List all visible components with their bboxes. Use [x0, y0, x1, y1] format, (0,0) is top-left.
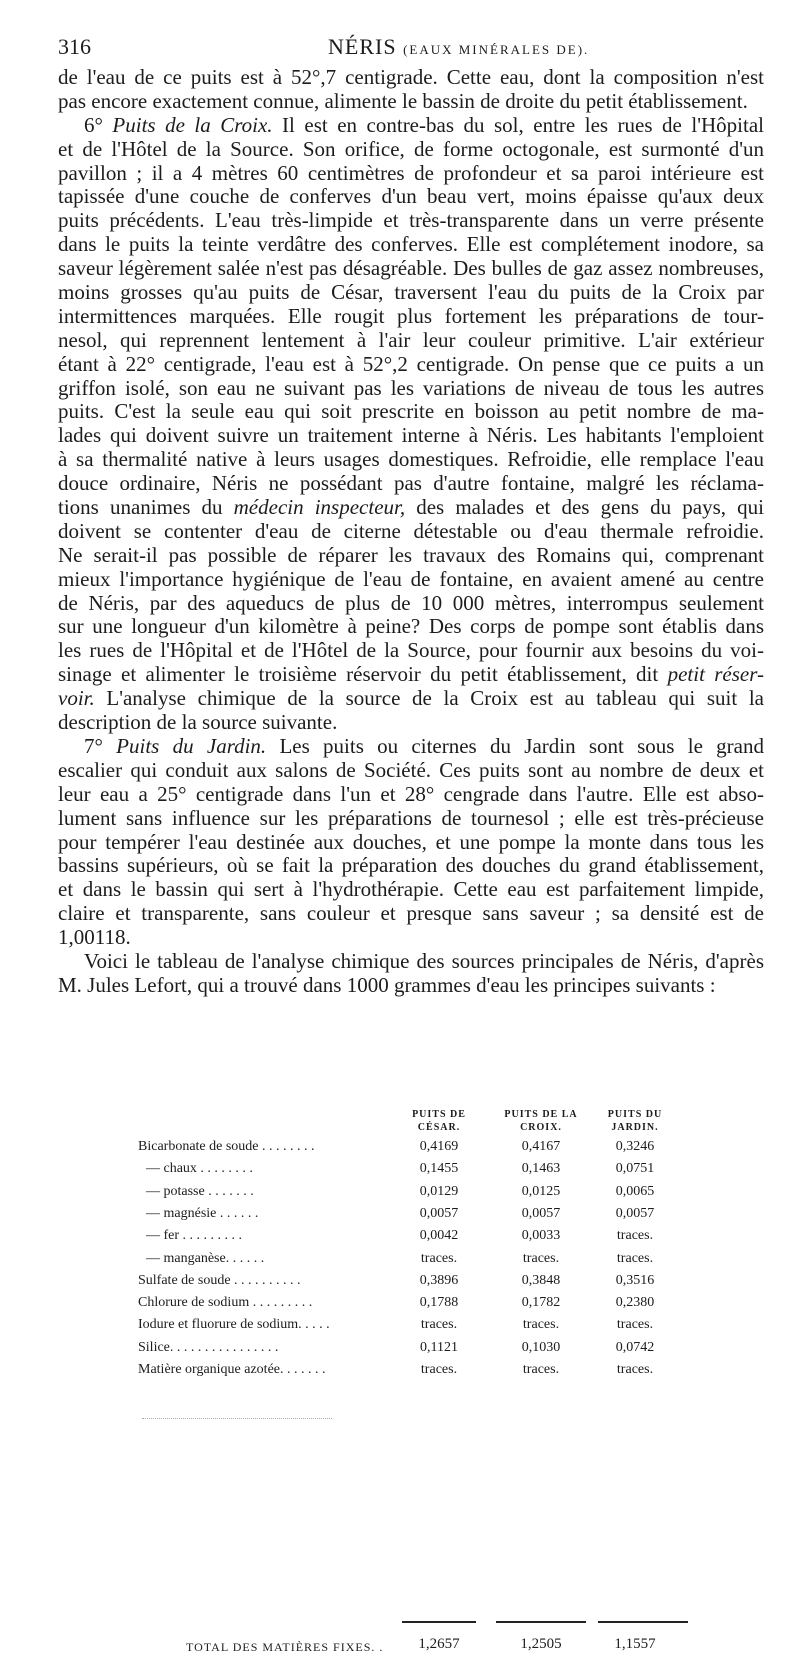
cell-value: 0,0057 [419, 1205, 459, 1221]
row-label: Iodure et fluorure de sodium. . . . . [138, 1317, 330, 1333]
italic-phrase: médecin inspecteur, [233, 496, 406, 520]
cell-value: 0,1782 [521, 1295, 561, 1311]
total-rule-croix [496, 1621, 586, 1623]
page-number: 316 [58, 34, 91, 59]
column-header-cesar: PUITS DE CÉSAR. [412, 1109, 466, 1133]
text-line: et dans le bassin qui sert à l'hydrothérapie. Cette eau est parfaitement limpide, [58, 878, 764, 902]
text-line: 1,00118. [58, 926, 131, 950]
running-header [58, 34, 762, 64]
table-row [138, 1250, 698, 1267]
row-label: Bicarbonate de soude . . . . . . . . [138, 1139, 315, 1154]
running-title [328, 34, 589, 60]
text-line: tapissée d'une couche de conferves d'un beau vert, moins épaisse qu'aux deux [58, 185, 764, 209]
total-rule-cesar [402, 1621, 476, 1623]
running-title-main: NÉRIS [328, 34, 397, 59]
text-line: de l'eau de ce puits est à 52°,7 centigrade. Cette eau, dont la composition n'est [58, 66, 764, 89]
table-row [138, 1361, 698, 1378]
text-line: lument sans influence sur les préparations de tournesol ; elle est très-précieuse [58, 806, 764, 830]
table-row [138, 1227, 698, 1244]
cell-value: 0,2380 [615, 1295, 655, 1311]
row-label: — chaux . . . . . . . . [146, 1161, 253, 1177]
text-line: à sa thermalité native à leurs usages domestiques. Refroidie, elle remplace l'eau [58, 448, 764, 472]
italic-phrase: petit réser- [667, 663, 764, 687]
text-line: escalier qui conduit aux salons de Société. Ces puits sont au nombre de deux et [58, 758, 764, 782]
footer-rule [142, 1418, 332, 1419]
table-row [138, 1294, 698, 1311]
text-line: puits. C'est la seule eau qui soit prescrite en boisson au petit nombre de ma- [58, 400, 764, 424]
text-line: tions unanimes du médecin inspecteur, des malades et des gens du pays, qui [58, 496, 764, 520]
text-line: Voici le tableau de l'analyse chimique des sources principales de Néris, d'après [84, 949, 764, 973]
cell-value: traces. [616, 1250, 654, 1266]
text-line: moins grosses qu'au puits de César, traversent l'eau du puits de la Croix par [58, 281, 764, 305]
cell-value: 0,4167 [521, 1139, 561, 1154]
cell-value: traces. [616, 1362, 654, 1377]
table-row [138, 1316, 698, 1333]
cell-value: 0,3896 [419, 1272, 459, 1288]
text-line: de Néris, par des aqueducs de plus de 10 000 mètres, interrompus seulement [58, 591, 764, 615]
cell-value: traces. [420, 1362, 458, 1377]
cell-value: traces. [522, 1250, 560, 1266]
cell-value: traces. [616, 1228, 654, 1244]
cell-value: 0,0033 [521, 1228, 561, 1244]
italic-phrase: voir. [58, 687, 95, 711]
total-label: TOTAL DES MATIÈRES FIXES. . [186, 1640, 384, 1654]
table-row [138, 1183, 698, 1200]
cell-value: 0,1121 [420, 1339, 458, 1355]
running-title-sub: (EAUX MINÉRALES DE). [403, 42, 590, 57]
text-line: griffon isolé, son eau ne suivant pas les variations de niveau de tous les autres [58, 376, 764, 400]
cell-value: 0,0057 [615, 1205, 655, 1221]
text-line: claire et transparente, sans couleur et presque sans saveur ; sa densité est de [58, 902, 764, 926]
cell-value: 0,0125 [521, 1183, 561, 1199]
italic-phrase: Puits de la Croix. [112, 113, 273, 137]
total-rule-jardin [598, 1621, 688, 1623]
table-row [138, 1272, 698, 1289]
text-line: mieux l'importance hygiénique de l'eau de fontaine, en avaient amené au centre [58, 567, 764, 591]
row-label: Matière organique azotée. . . . . . . [138, 1362, 326, 1377]
text-line: sinage et alimenter le troisième réservoir du petit établissement, dit petit réser- [58, 663, 764, 687]
row-label: Silice. . . . . . . . . . . . . . . . [138, 1339, 279, 1355]
text-line: 7° Puits du Jardin. Les puits ou citernes du Jardin sont sous le grand [84, 734, 764, 758]
text-line: étant à 22° centigrade, l'eau est à 52°,2 centigrade. On pense que ce puits a un [58, 352, 764, 376]
body-text [58, 66, 764, 998]
text-line: nesol, qui reprennent lentement à l'air leur couleur primitive. L'air extérieur [58, 328, 764, 352]
text-line: pas encore exactement connue, alimente le bassin de droite du petit établissement. [58, 89, 748, 113]
cell-value: traces. [420, 1317, 458, 1333]
cell-value: 0,4169 [419, 1139, 459, 1154]
text-line: leur eau a 25° centigrade dans l'un et 28° cengrade dans l'autre. Elle est abso- [58, 782, 764, 806]
text-line: pavillon ; il a 4 mètres 60 centimètres de profondeur et sa paroi intérieure est [58, 161, 764, 185]
row-label: — potasse . . . . . . . [146, 1183, 254, 1199]
cell-value: 0,1455 [419, 1161, 459, 1177]
text-line: voir. L'analyse chimique de la source de la Croix est au tableau qui suit la [58, 687, 764, 711]
italic-phrase: Puits du Jardin. [116, 734, 267, 758]
text-line: douce ordinaire, Néris ne possédant pas d'autre fontaine, malgré les réclama- [58, 472, 764, 496]
text-line: dans le puits la teinte verdâtre des conferves. Elle est complétement inodore, sa [58, 233, 764, 257]
cell-value: 0,0129 [419, 1183, 459, 1199]
table-row [138, 1160, 698, 1177]
row-label: — magnésie . . . . . . [146, 1205, 259, 1221]
cell-value: 0,0065 [615, 1183, 655, 1199]
text-line: Ne serait-il pas possible de réparer les travaux des Romains qui, comprenant [58, 543, 764, 567]
table-row [138, 1138, 698, 1155]
row-label: Chlorure de sodium . . . . . . . . . [138, 1295, 313, 1311]
text-line: saveur légèrement salée n'est pas désagréable. Des bulles de gaz assez nombreuses, [58, 257, 764, 281]
cell-value: 0,1788 [419, 1295, 459, 1311]
cell-value: 0,1030 [521, 1339, 561, 1355]
text-line: puits précédents. L'eau très-limpide et très-transparente dans un verre présente [58, 209, 764, 233]
cell-value: 0,0057 [521, 1205, 561, 1221]
column-header-jardin: PUITS DU JARDIN. [607, 1109, 663, 1133]
text-line: les rues de l'Hôpital et de l'Hôtel de la Source, pour fournir aux besoins du voi- [58, 639, 764, 663]
cell-value: 0,3246 [615, 1139, 655, 1154]
table-row [138, 1339, 698, 1356]
text-line: 6° Puits de la Croix. Il est en contre-bas du sol, entre les rues de l'Hôpital [84, 113, 764, 137]
text-line: M. Jules Lefort, qui a trouvé dans 1000 grammes d'eau les principes suivants : [58, 973, 716, 997]
total-value-cesar: 1,2657 [418, 1636, 460, 1652]
row-label: — fer . . . . . . . . . [146, 1228, 243, 1244]
text-line: doivent se contenter d'eau de citerne détestable ou d'eau thermale refroidie. [58, 519, 764, 543]
text-line: sur une longueur d'un kilomètre à peine? Des corps de pompe sont établis dans [58, 615, 764, 639]
row-label: — manganèse. . . . . . [146, 1250, 265, 1266]
text-line: description de la source suivante. [58, 711, 338, 735]
cell-value: 0,1463 [521, 1161, 561, 1177]
text-line: bassins supérieurs, où se fait la préparation des douches du grand établissement, [58, 854, 764, 878]
row-label: Sulfate de soude . . . . . . . . . . [138, 1272, 301, 1288]
cell-value: 0,0751 [615, 1161, 655, 1177]
column-header-croix: PUITS DE LA CROIX. [504, 1109, 578, 1133]
text-line: intermittences marquées. Elle rougit plus fortement les préparations de tour- [58, 304, 764, 328]
cell-value: 0,3516 [615, 1272, 655, 1288]
cell-value: traces. [616, 1317, 654, 1333]
text-line: et de l'Hôtel de la Source. Son orifice, de forme octogonale, est surmonté d'un [58, 137, 764, 161]
table-row [138, 1205, 698, 1222]
cell-value: traces. [522, 1317, 560, 1333]
cell-value: 0,0742 [615, 1339, 655, 1355]
text-line: pour tempérer l'eau destinée aux douches, et une pompe la monte dans tous les [58, 830, 764, 854]
cell-value: 0,0042 [419, 1228, 459, 1244]
cell-value: traces. [420, 1250, 458, 1266]
cell-value: traces. [522, 1362, 560, 1377]
total-value-jardin: 1,1557 [614, 1636, 656, 1652]
total-value-croix: 1,2505 [520, 1636, 562, 1652]
cell-value: 0,3848 [521, 1272, 561, 1288]
text-line: lades qui doivent suivre un traitement interne à Néris. Les habitants l'emploient [58, 424, 764, 448]
